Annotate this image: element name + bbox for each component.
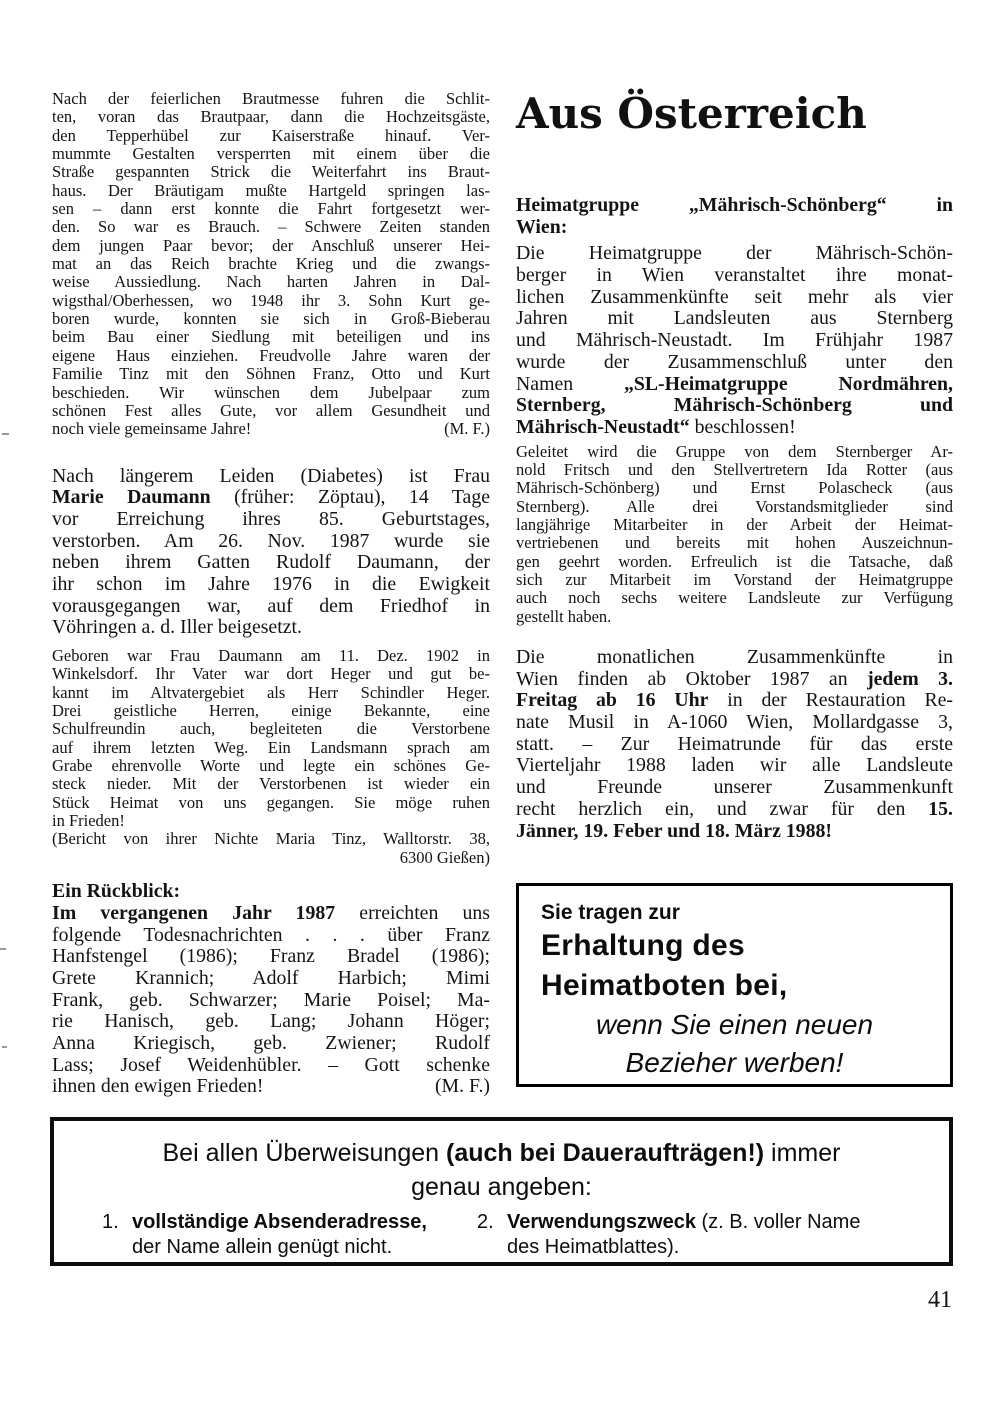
text-line: boren wurde, konnten sie sich in Groß-Bieberau: [52, 310, 490, 329]
text-line: Sternberg). Alle drei Vorstandsmitglieder sind: [516, 497, 953, 516]
text-line: steck nieder. Mit der Verstorbenen ist wieder ein: [52, 775, 490, 794]
item-text: [132, 1210, 427, 1260]
text-line: und Mährisch-Neustadt. Im Frühjahr 1987: [516, 330, 953, 352]
text-line: Vierteljahr 1988 laden wir alle Landsleute: [516, 755, 953, 777]
text-line: lichen Zusammenkünfte seit mehr als vier: [516, 286, 953, 308]
right-column: [516, 91, 953, 1087]
text-line: haus. Der Bräutigam mußte Hartgeld springen las-: [52, 181, 490, 200]
paragraph: [52, 466, 490, 640]
text-line: gestellt haben.: [516, 607, 612, 626]
text-line: auf ihrem letzten Weg. Ein Landsmann sprach am: [52, 738, 490, 757]
text-line: eigene Haus einziehen. Freudvolle Jahre waren der: [52, 346, 490, 365]
text-line: noch viele gemeinsame Jahre! (M. F.): [52, 420, 490, 439]
notice-item-2: [477, 1210, 860, 1260]
notice-heading-line2: genau angeben:: [411, 1173, 592, 1201]
text-line: ten, voran das Brautpaar, dann die Hochzeitsgäste,: [52, 108, 490, 127]
promo-line-2: Erhaltung des: [541, 929, 745, 963]
text-line: Wien finden ab Oktober 1987 an jedem 3.: [516, 668, 953, 690]
item-line2: der Name allein genügt nicht.: [132, 1236, 393, 1258]
subheading: [516, 195, 953, 238]
text-line: mummte Gestalten versperrten mit einem über die: [52, 145, 490, 164]
text-line: weise Aussiedlung. Nach harten Jahren in Dal-: [52, 273, 490, 292]
text-line: Sternberg, Mährisch-Schönberg und: [516, 395, 953, 417]
text-line: Hanfstengel (1986); Franz Bradel (1986);: [52, 946, 490, 968]
text-line: Vöhringen a. d. Iller beigesetzt.: [52, 617, 302, 639]
text-line: wigsthal/Oberhessen, wo 1948 ihr 3. Sohn Kurt ge-: [52, 291, 490, 310]
text-line: Stück Heimat von uns gegangen. Sie möge ruhen: [52, 793, 490, 812]
notice-items: [54, 1210, 949, 1260]
text-line: Grabe ehrenvolle Worte und legte ein schönes Ge-: [52, 757, 490, 776]
promo-line-5: Bezieher werben!: [625, 1047, 844, 1079]
notice-heading-post: immer: [764, 1139, 841, 1167]
text-line: Geleitet wird die Gruppe von dem Sternberger Ar-: [516, 442, 953, 461]
paragraph: [516, 647, 953, 842]
text-line: vertriebenen und bereits mit hohen Auszeichnun-: [516, 534, 953, 553]
text-line: Jahren mit Landsleuten aus Sternberg: [516, 308, 953, 330]
paragraph: [516, 243, 953, 438]
scan-artifact: [2, 1046, 7, 1048]
text-line: kannt im Altvatergebiet als Herr Schindler Heger.: [52, 683, 490, 702]
text-line: 6300 Gießen): [399, 848, 490, 867]
notice-heading-pre: Bei allen Überweisungen: [162, 1139, 446, 1167]
notice-heading-bold: (auch bei Daueraufträgen!): [446, 1139, 765, 1167]
text-line: in Frieden!: [52, 812, 125, 831]
scan-artifact: [2, 433, 9, 435]
paragraph: [516, 443, 953, 626]
text-line: Mährisch-Schönberg) und Ernst Polascheck (aus: [516, 479, 953, 498]
text-line: Straße gespannten Strick die Weiterfahrt ins Braut-: [52, 163, 490, 182]
text-line: vorausgegangen war, auf dem Friedhof in: [52, 595, 490, 617]
text-line: ihr schon im Jahre 1976 in die Ewigkeit: [52, 573, 490, 595]
item-rest-text: (z. B. voller Name: [695, 1211, 861, 1233]
text-line: Die monatlichen Zusammenkünfte in: [516, 647, 953, 668]
text-line: Schulfreundin auch, begleiteten die Verstorbene: [52, 720, 490, 739]
promo-line-4: wenn Sie einen neuen: [595, 1009, 874, 1041]
text-line: Marie Daumann (früher: Zöptau), 14 Tage: [52, 487, 490, 509]
text-line: beschieden. Wir wünschen dem Jubelpaar zum: [52, 383, 490, 402]
text-line: Im vergangenen Jahr 1987 erreichten uns: [52, 902, 490, 924]
text-line: berger in Wien veranstaltet ihre monat-: [516, 265, 953, 287]
text-line: Frank, geb. Schwarzer; Marie Poisel; Ma-: [52, 989, 490, 1011]
paragraph: [52, 90, 490, 439]
text-line: vor Erreichung ihres 85. Geburtstages,: [52, 508, 490, 530]
right-column-text: [516, 195, 953, 842]
text-line: neben ihrem Gatten Rudolf Daumann, der: [52, 552, 490, 574]
text-line: gen geehrt worden. Erfreulich ist die Tatsache, daß: [516, 552, 953, 571]
text-line: nate Musil in A-1060 Wien, Mollardgasse 3,: [516, 712, 953, 734]
notice-item-1: [102, 1210, 477, 1260]
item-text: [507, 1210, 860, 1260]
text-line: mat an das Reich brachte Krieg und die zwangs-: [52, 255, 490, 274]
text-line: sen – dann erst konnte die Fahrt fortgesetzt wer-: [52, 200, 490, 219]
promo-line-3: Heimatboten bei,: [541, 969, 788, 1003]
item-bold-text: vollständige Absenderadresse,: [132, 1211, 427, 1233]
text-line: auch noch sechs weitere Landsleute zur Verfügung: [516, 589, 953, 608]
paragraph: [52, 881, 490, 1098]
text-line: Geboren war Frau Daumann am 11. Dez. 1902 in: [52, 647, 490, 666]
left-column: [52, 90, 490, 1098]
text-line: Lass; Josef Weidenhübler. – Gott schenke: [52, 1054, 490, 1076]
text-line: Grete Krannich; Adolf Harbich; Mimi: [52, 967, 490, 989]
item-number: 2.: [477, 1211, 494, 1233]
promo-line-1: Sie tragen zur: [541, 901, 680, 925]
item-bold-text: Verwendungszweck: [507, 1211, 696, 1233]
text-line: beim Bau einer Siedlung mit beteiligen und ins: [52, 328, 490, 347]
text-line: Heimatgruppe „Mährisch-Schönberg“ in: [516, 195, 953, 216]
text-line: rie Hanisch, geb. Lang; Johann Höger;: [52, 1011, 490, 1033]
page-number: 41: [928, 1287, 952, 1313]
payment-notice-box: [50, 1117, 953, 1266]
text-line: Namen „SL-Heimatgruppe Nordmähren,: [516, 373, 953, 395]
scan-artifact: [0, 948, 6, 950]
text-line: Ein Rückblick:: [52, 881, 181, 903]
text-line: statt. – Zur Heimatrunde für das erste: [516, 733, 953, 755]
text-line: und Freunde unserer Zusammenkunft: [516, 777, 953, 799]
text-line: Jänner, 19. Feber und 18. März 1988!: [516, 820, 832, 842]
text-line: Drei geistliche Herren, einige Bekannte, eine: [52, 702, 490, 721]
subscription-promo-box: [516, 883, 953, 1087]
text-line: verstorben. Am 26. Nov. 1987 wurde sie: [52, 530, 490, 552]
section-title: Aus Österreich: [516, 89, 867, 138]
item-number: 1.: [102, 1211, 119, 1233]
text-line: nold Fritsch und den Stellvertretern Ida Rotter (aus: [516, 460, 953, 479]
text-line: den. So war es Brauch. – Schwere Zeiten standen: [52, 218, 490, 237]
notice-heading: [54, 1137, 949, 1169]
text-line: den Tepperhübel zur Kaiserstraße hinauf. Ver-: [52, 126, 490, 145]
text-line: Die Heimatgruppe der Mährisch-Schön-: [516, 243, 953, 265]
text-line: dem jungen Paar bevor; der Anschluß unserer Hei-: [52, 236, 490, 255]
text-line: folgende Todesnachrichten . . . über Franz: [52, 924, 490, 946]
text-line: Nach der feierlichen Brautmesse fuhren die Schlit-: [52, 90, 490, 108]
text-line: (Bericht von ihrer Nichte Maria Tinz, Walltorstr. 38,: [52, 830, 490, 849]
item-line2: des Heimatblattes).: [507, 1236, 680, 1258]
text-line: Winkelsdorf. Ihr Vater war dort Heger und gut be-: [52, 665, 490, 684]
text-line: wurde der Zusammenschluß unter den: [516, 351, 953, 373]
text-line: Wien:: [516, 216, 568, 238]
text-line: sich zur Mitarbeit im Vorstand der Heimatgruppe: [516, 570, 953, 589]
text-line: Nach längerem Leiden (Diabetes) ist Frau: [52, 465, 490, 487]
text-line: Mährisch-Neustadt“ beschlossen!: [516, 416, 796, 438]
paragraph: [52, 647, 490, 867]
text-line: ihnen den ewigen Frieden! (M. F.): [52, 1076, 490, 1098]
text-line: Freitag ab 16 Uhr in der Restauration Re-: [516, 690, 953, 712]
text-line: langjährige Mitarbeiter in der Arbeit der Heimat-: [516, 515, 953, 534]
text-line: Familie Tinz mit den Söhnen Franz, Otto und Kurt: [52, 365, 490, 384]
text-line: Anna Kriegisch, geb. Zwiener; Rudolf: [52, 1032, 490, 1054]
text-line: recht herzlich ein, und zwar für den 15.: [516, 798, 953, 820]
text-line: schönen Fest alles Gute, vor allem Gesundheit und: [52, 401, 490, 420]
